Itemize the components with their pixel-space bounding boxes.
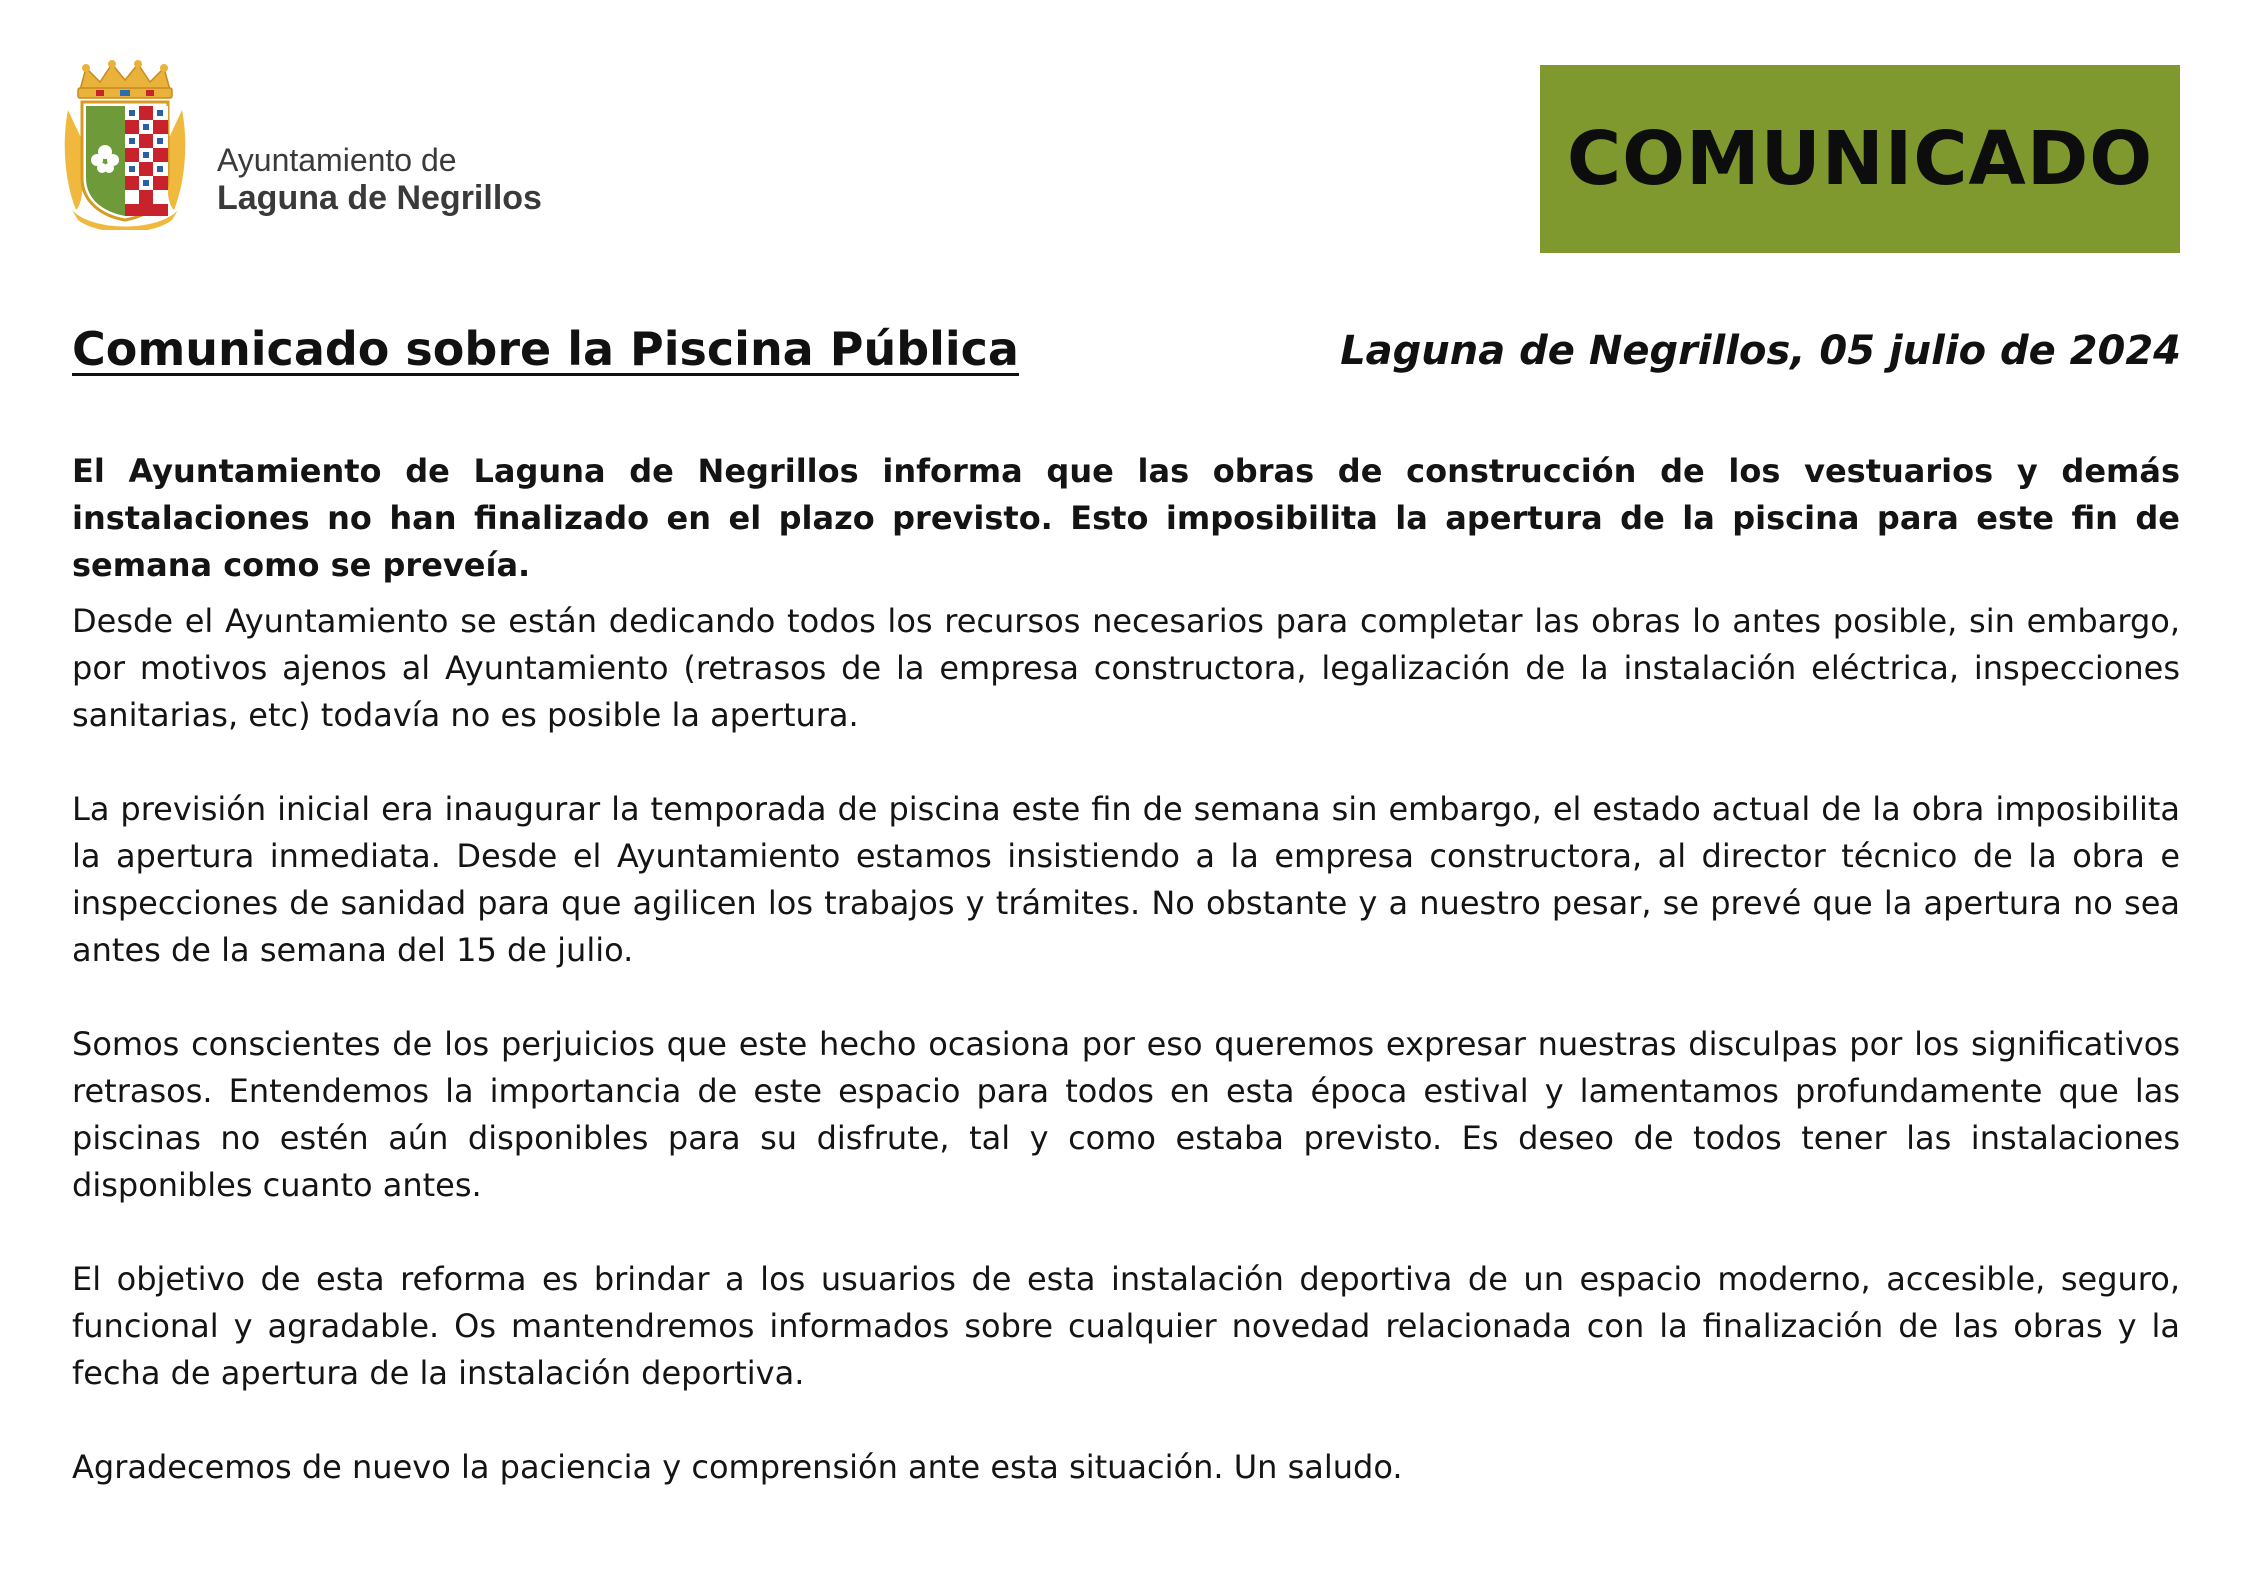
document-dateline: Laguna de Negrillos, 05 julio de 2024 — [1340, 328, 2181, 374]
lead-paragraph: El Ayuntamiento de Laguna de Negrillos informa que las obras de construcción de los vestuarios y demás instalaciones no han finalizado en el plazo previsto. Esto imposibilita la apertura de la piscina para este fin de semana como se preveía. — [72, 452, 2180, 584]
document-title: Comunicado sobre la Piscina Pública — [72, 322, 1019, 376]
body-paragraph-2: La previsión inicial era inaugurar la temporada de piscina este fin de semana sin embargo, el estado actual de la obra imposibilita la apertura inmediata. Desde el Ayuntamiento estamos insistiendo a la empresa constructora, al director técnico de la obra e inspecciones de sanidad para que agilicen los trabajos y trámites. No obstante y a nuestro pesar, se prevé que la apertura no sea antes de la semana del 15 de julio. — [72, 790, 2180, 969]
org-name — [217, 142, 542, 218]
coat-of-arms-icon — [62, 60, 188, 230]
org-name-line2: Laguna de Negrillos — [217, 178, 542, 217]
body-paragraph-5: Agradecemos de nuevo la paciencia y comprensión ante esta situación. Un saludo. — [72, 1448, 1403, 1486]
org-name-line1: Ayuntamiento de — [217, 142, 457, 178]
comunicado-banner — [1540, 65, 2180, 253]
org-logo — [62, 60, 622, 230]
banner-label: COMUNICADO — [1566, 116, 2154, 202]
body-paragraph-1: Desde el Ayuntamiento se están dedicando todos los recursos necesarios para completar las obras lo antes posible, sin embargo, por motivos ajenos al Ayuntamiento (retrasos de la empresa constructora, legalización de la instalación eléctrica, inspecciones sanitarias, etc) todavía no es posible la apertura. — [72, 602, 2180, 734]
body-paragraph-3: Somos conscientes de los perjuicios que este hecho ocasiona por eso queremos expresar nuestras disculpas por los significativos retrasos. Entendemos la importancia de este espacio para todos en esta época estival y lamentamos profundamente que las piscinas no estén aún disponibles para su disfrute, tal y como estaba previsto. Es deseo de todos tener las instalaciones disponibles cuanto antes. — [72, 1025, 2180, 1204]
body-paragraph-4: El objetivo de esta reforma es brindar a los usuarios de esta instalación deportiva de un espacio moderno, accesible, seguro, funcional y agradable. Os mantendremos informados sobre cualquier novedad relacionada con la finalización de las obras y la fecha de apertura de la instalación deportiva. — [72, 1260, 2180, 1392]
